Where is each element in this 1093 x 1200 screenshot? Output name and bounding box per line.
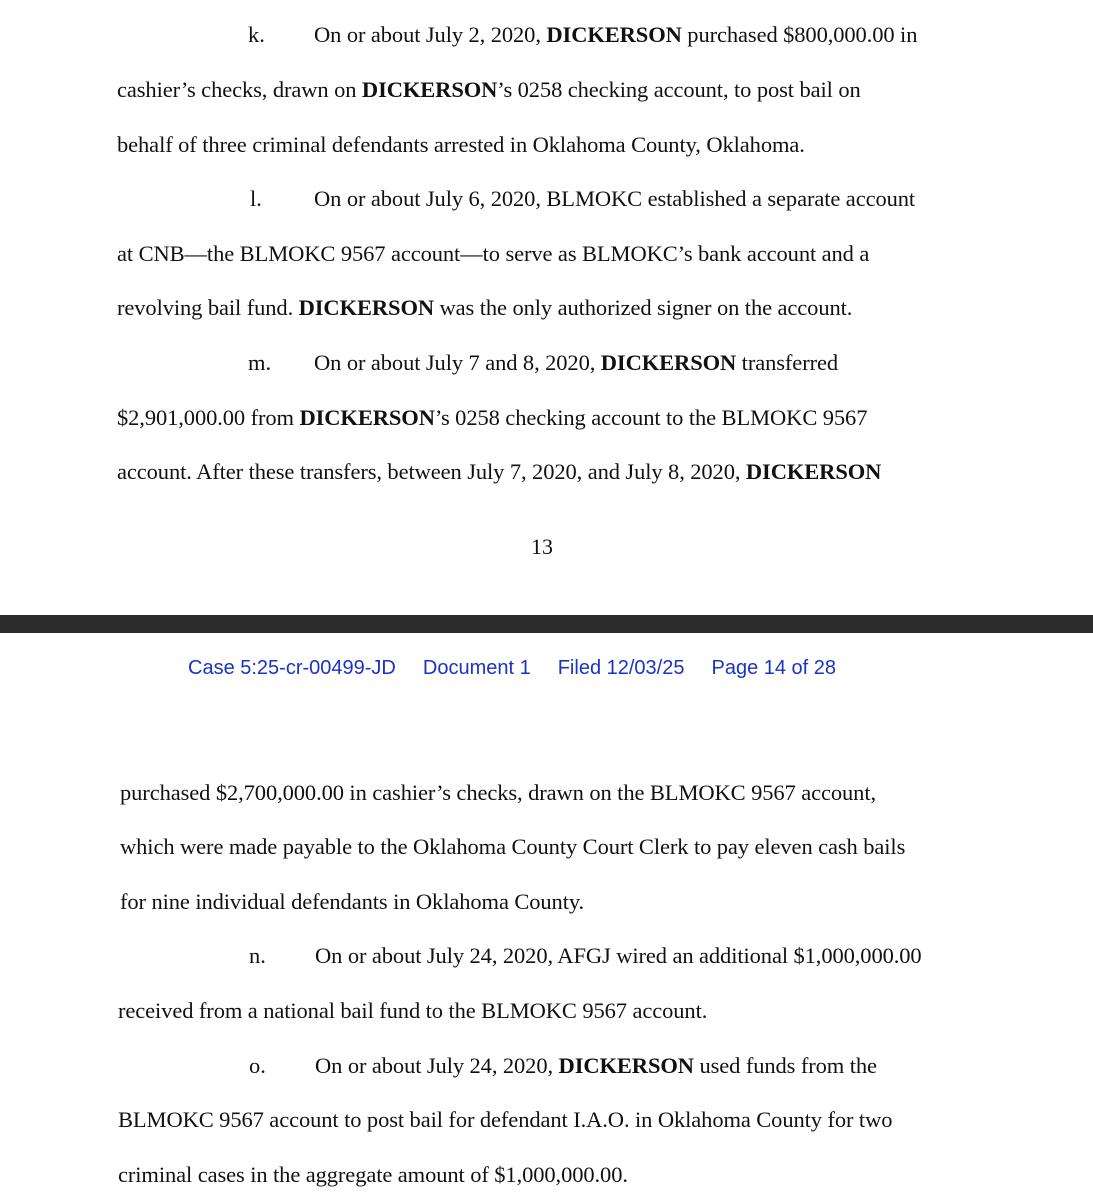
name-dickerson: DICKERSON <box>299 405 435 430</box>
text: cashier’s checks, drawn on <box>117 77 362 102</box>
text: transferred <box>736 350 839 375</box>
para-k-marker: k. <box>248 22 265 47</box>
para-o-marker: o. <box>249 1053 266 1078</box>
para-m-line-1 <box>314 349 838 377</box>
text: account. After these transfers, between July 7, 2020, and July 8, 2020, <box>117 459 746 484</box>
cont-line-2: which were made payable to the Oklahoma County Court Clerk to pay eleven cash bails <box>120 834 906 859</box>
para-l-marker: l. <box>250 186 262 211</box>
text: purchased $800,000.00 in <box>681 22 918 47</box>
text: On or about July 2, 2020, <box>314 22 547 47</box>
cont-line-3: for nine individual defendants in Oklahoma County. <box>120 889 585 914</box>
para-n-line-1: On or about July 24, 2020, AFGJ wired an additional $1,000,000.00 <box>315 943 922 968</box>
page-divider <box>0 615 1093 633</box>
para-m-line-2 <box>117 404 867 432</box>
para-o-line-2: BLMOKC 9567 account to post bail for defendant I.A.O. in Oklahoma County for two <box>118 1107 893 1132</box>
para-k-line-1 <box>314 21 917 49</box>
name-dickerson: DICKERSON <box>361 77 498 102</box>
name-dickerson: DICKERSON <box>298 295 434 320</box>
case-header <box>188 655 863 681</box>
para-l-line-3 <box>117 294 852 322</box>
para-m-line-3 <box>117 458 881 486</box>
page-number: 13 <box>531 534 553 559</box>
text: On or about July 24, 2020, <box>315 1053 559 1078</box>
para-n-marker: n. <box>249 943 266 968</box>
name-dickerson: DICKERSON <box>546 22 682 47</box>
text: was the only authorized signer on the account. <box>434 295 853 320</box>
text: On or about July 7 and 8, 2020, <box>314 350 601 375</box>
document-number: Document 1 <box>422 657 531 679</box>
text: ’s 0258 checking account to the BLMOKC 9567 <box>434 405 868 430</box>
cont-line-1: purchased $2,700,000.00 in cashier’s checks, drawn on the BLMOKC 9567 account, <box>120 780 876 805</box>
para-o-line-1 <box>315 1052 877 1080</box>
para-o-line-3: criminal cases in the aggregate amount of $1,000,000.00. <box>118 1162 628 1187</box>
para-l-line-2: at CNB—the BLMOKC 9567 account—to serve as BLMOKC’s bank account and a <box>117 241 870 266</box>
para-l-line-1: On or about July 6, 2020, BLMOKC established a separate account <box>314 186 916 211</box>
filed-date: Filed 12/03/25 <box>557 657 685 679</box>
text: $2,901,000.00 from <box>117 405 300 430</box>
text: ’s 0258 checking account, to post bail on <box>497 77 861 102</box>
name-dickerson: DICKERSON <box>600 350 737 375</box>
para-m-marker: m. <box>248 350 272 375</box>
case-number: Case 5:25-cr-00499-JD <box>188 657 396 679</box>
name-dickerson: DICKERSON <box>558 1053 694 1078</box>
para-k-line-3: behalf of three criminal defendants arrested in Oklahoma County, Oklahoma. <box>117 132 805 157</box>
text: used funds from the <box>693 1053 877 1078</box>
para-k-line-2 <box>117 76 861 104</box>
page-count: Page 14 of 28 <box>711 657 837 679</box>
para-n-line-2: received from a national bail fund to the BLMOKC 9567 account. <box>118 998 708 1023</box>
name-dickerson: DICKERSON <box>745 459 882 484</box>
text: revolving bail fund. <box>117 295 299 320</box>
